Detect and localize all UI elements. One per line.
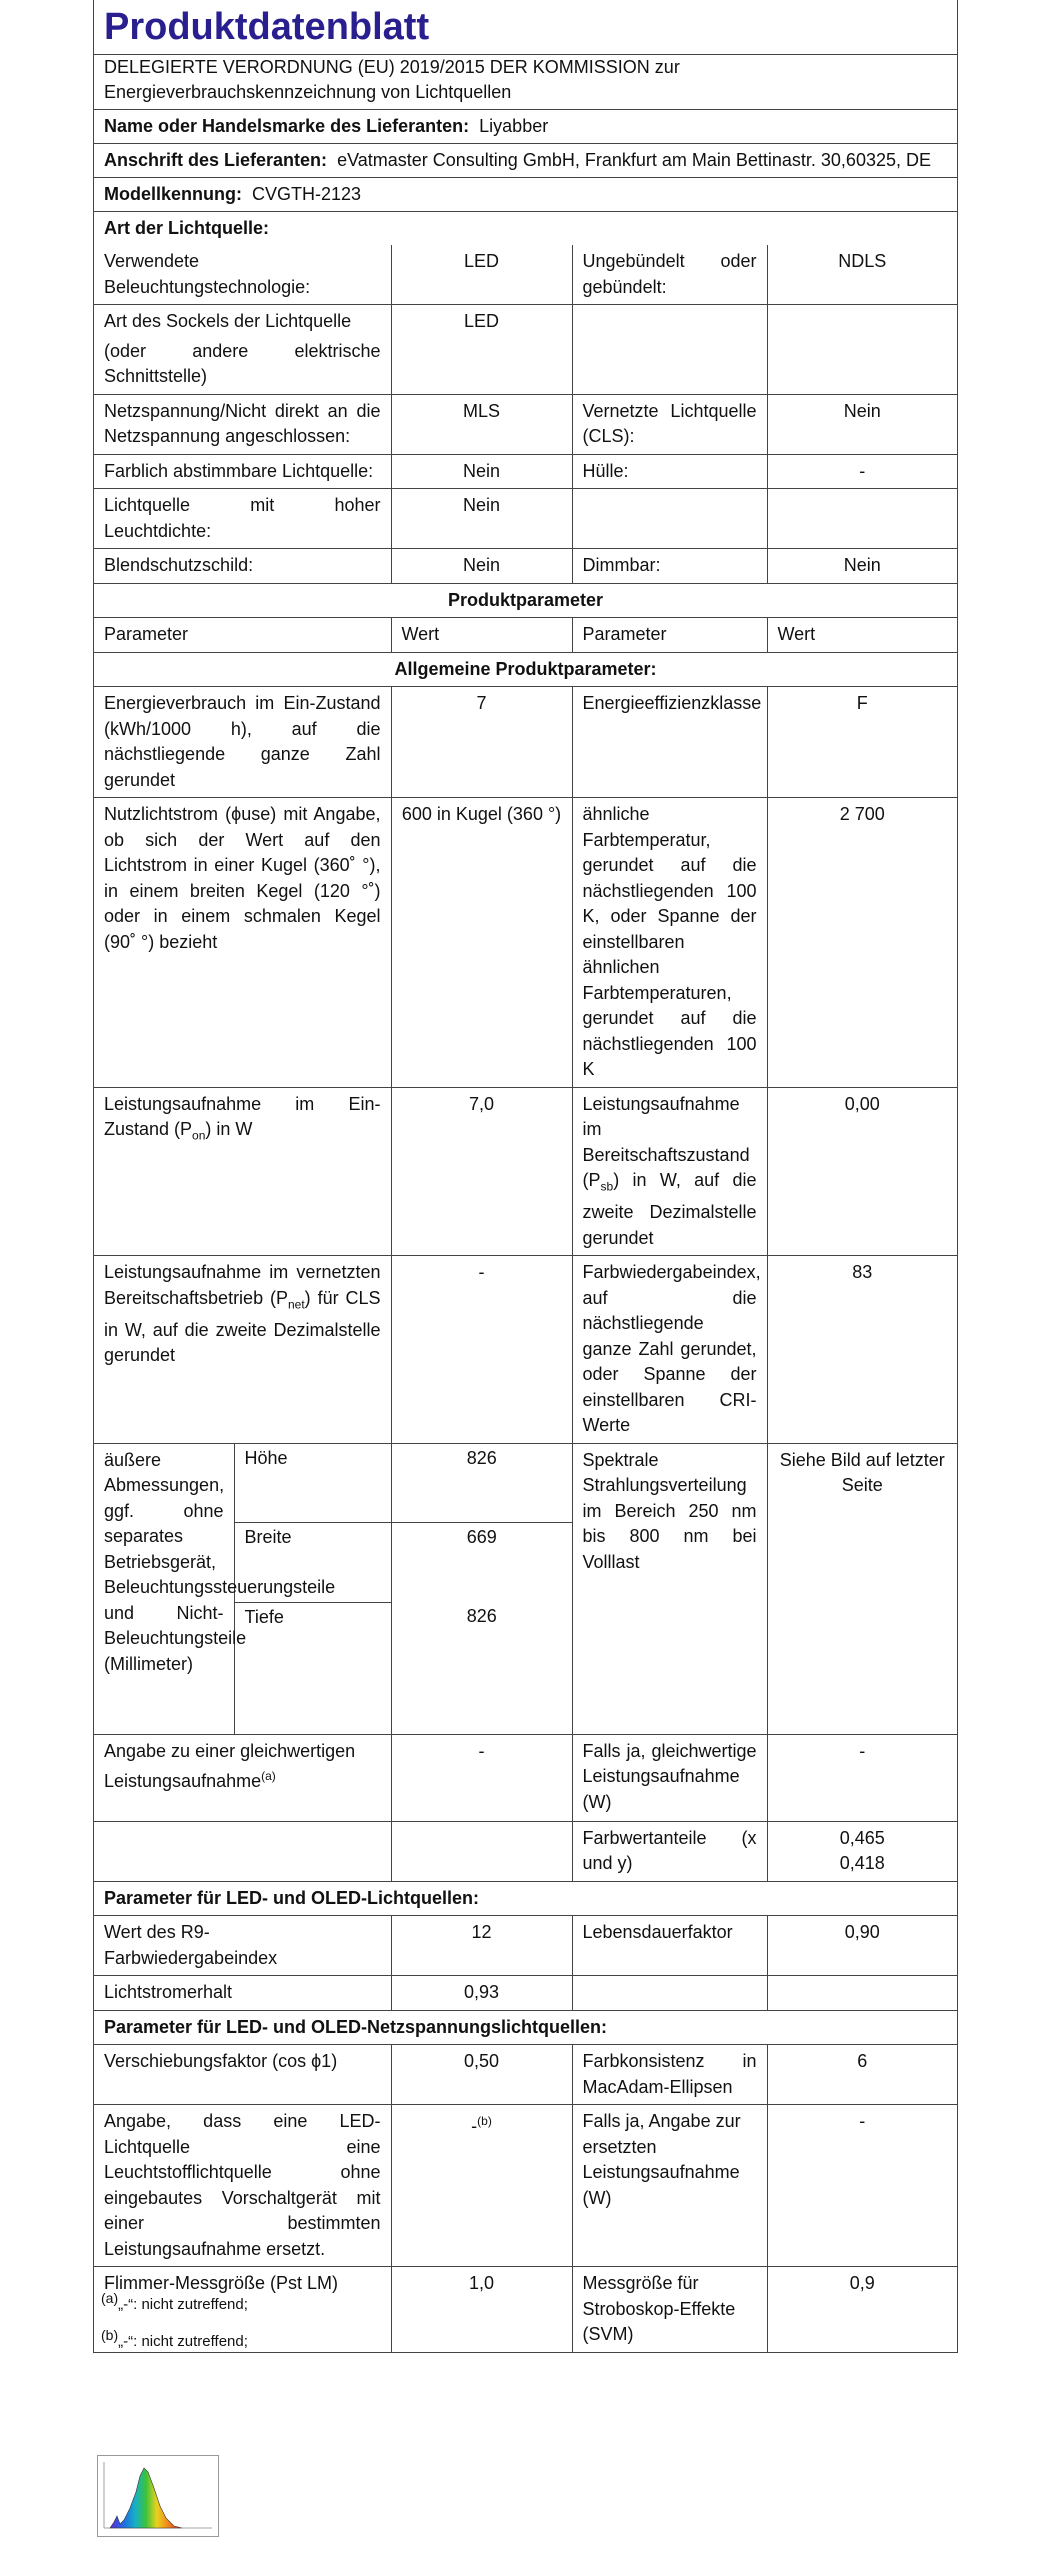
dimensions-table xyxy=(94,1444,572,1734)
value-cell: NDLS xyxy=(767,245,957,305)
dimension-name: Höhe xyxy=(234,1444,391,1523)
value-cell: Nein xyxy=(767,394,957,454)
table-row xyxy=(94,1087,957,1256)
model-label: Modellkennung: xyxy=(104,184,242,204)
label-cell xyxy=(572,1976,767,2011)
dimension-value: 826 xyxy=(391,1444,572,1523)
replacement-value: - xyxy=(471,2116,478,2137)
page-title: Produktdatenblatt xyxy=(94,0,957,55)
label-cell: Verwendete Beleuchtungstechnologie: xyxy=(94,245,391,305)
label-cell: Angabe, dass eine LED-Lichtquelle eine Leuchtstofflichtquelle ohne eingebautes Vorschaltgerät mit einer bestimmten Leistungsaufnahme ersetzt. xyxy=(94,2105,391,2267)
dimensions-label: äußere Abmessungen, ggf. ohne separates Betriebsgerät, Beleuchtungssteuerungsteile und Nicht-Beleuchtungsteile (Millimeter) xyxy=(94,1444,234,1734)
spectrum-graphic xyxy=(98,2456,218,2536)
table-row xyxy=(94,245,957,305)
label-cell: Farbwertanteile (x und y) xyxy=(572,1821,767,1881)
value-cell: 83 xyxy=(767,1256,957,1444)
label-cell xyxy=(572,1087,767,1256)
product-params-heading: Produktparameter xyxy=(94,583,957,618)
label-cell xyxy=(572,305,767,395)
led-params-heading: Parameter für LED- und OLED-Lichtquellen: xyxy=(94,1881,957,1916)
label-cell: Energieverbrauch im Ein-Zustand (kWh/1000 h), auf die nächstliegende ganze Zahl gerundet xyxy=(94,687,391,798)
table-row xyxy=(94,1256,957,1444)
label-cell: Dimmbar: xyxy=(572,549,767,584)
dimension-value: 669 xyxy=(466,1526,497,1547)
data-table xyxy=(94,245,957,2353)
supplier-address-label: Anschrift des Lieferanten: xyxy=(104,150,328,170)
equivalent-sup: (a) xyxy=(261,1769,276,1784)
value-cell: 7 xyxy=(391,687,572,798)
col-header-value: Wert xyxy=(391,618,572,653)
value-cell: Nein xyxy=(391,549,572,584)
table-row xyxy=(94,2045,957,2105)
label-cell: Lebensdauerfaktor xyxy=(572,1916,767,1976)
supplier-name-value: Liyabber xyxy=(479,116,549,136)
label-cell: Falls ja, Angabe zur ersetzten Leistungsaufnahme (W) xyxy=(572,2105,767,2267)
footnote: $^{(b)}$„-“: nicht zutreffend; xyxy=(101,2327,248,2350)
power-on-label: Leistungsaufnahme im Ein-Zustand (P xyxy=(104,1093,381,1139)
table-row xyxy=(94,2105,957,2267)
footnote: $^{(a)}$„-“: nicht zutreffend; xyxy=(101,2290,248,2313)
networked-standby-label: Leistungsaufnahme im vernetzten Bereitschaftsbetrieb (P xyxy=(104,1262,381,1308)
label-cell: Wert des R9-Farbwiedergabeindex xyxy=(94,1916,391,1976)
label-cell xyxy=(572,489,767,549)
label-cell: Hülle: xyxy=(572,454,767,489)
label-cell: Netzspannung/Nicht direkt an die Netzspannung angeschlossen: xyxy=(94,394,391,454)
value-cell: 0,9 xyxy=(767,2267,957,2353)
table-row xyxy=(94,1734,957,1821)
section-heading-row xyxy=(94,1881,957,1916)
label-cell: Falls ja, gleichwertige Leistungsaufnahme (W) xyxy=(572,1734,767,1821)
value-cell: LED xyxy=(391,245,572,305)
dimension-name: Breite xyxy=(234,1522,391,1602)
label-cell: Messgröße für Stroboskop-Effekte (SVM) xyxy=(572,2267,767,2353)
general-params-heading: Allgemeine Produktparameter: xyxy=(94,652,957,687)
label-cell: Lichtquelle mit hoher Leuchtdichte: xyxy=(94,489,391,549)
label-cell: Farbkonsistenz in MacAdam-Ellipsen xyxy=(572,2045,767,2105)
value-cell: 2 700 xyxy=(767,798,957,1088)
power-on-label-end: ) in W xyxy=(205,1119,253,1139)
networked-standby-label-end: ) für CLS in W, auf die zweite Dezimalstelle gerundet xyxy=(104,1287,381,1366)
table-row xyxy=(94,549,957,584)
value-cell: LED xyxy=(391,305,572,395)
value-cell: 600 in Kugel (360 °) xyxy=(391,798,572,1088)
value-cell: 0,90 xyxy=(767,1916,957,1976)
label-cell: Vernetzte Lichtquelle (CLS): xyxy=(572,394,767,454)
value-cell: MLS xyxy=(391,394,572,454)
value-cell: Nein xyxy=(391,454,572,489)
value-cell: 0,93 xyxy=(391,1976,572,2011)
socket-label-sub: (oder andere elektrische Schnittstelle) xyxy=(104,340,381,386)
table-row xyxy=(94,305,957,395)
dimensions-cell xyxy=(94,1443,572,1734)
label-cell: Blendschutzschild: xyxy=(94,549,391,584)
col-header-value: Wert xyxy=(767,618,957,653)
value-cell: 12 xyxy=(391,1916,572,1976)
table-row xyxy=(94,687,957,798)
column-header-row xyxy=(94,618,957,653)
label-cell: Energieeffizienzklasse xyxy=(572,687,767,798)
label-cell xyxy=(94,305,391,395)
product-data-sheet xyxy=(93,0,958,2353)
value-cell: Nein xyxy=(391,489,572,549)
model-value: CVGTH-2123 xyxy=(252,184,362,204)
label-cell: Verschiebungsfaktor (cos ϕ1) xyxy=(94,2045,391,2105)
value-cell xyxy=(767,489,957,549)
col-header-param: Parameter xyxy=(572,618,767,653)
section-heading-row xyxy=(94,652,957,687)
value-cell: - xyxy=(767,1734,957,1821)
spectral-distribution-image xyxy=(97,2455,219,2537)
value-cell: - xyxy=(391,1256,572,1444)
supplier-address-value: eVatmaster Consulting GmbH, Frankfurt am Main Bettinastr. 30,60325, DE xyxy=(337,150,931,170)
section-heading-row xyxy=(94,2010,957,2045)
replacement-sup: (b) xyxy=(477,2114,492,2129)
value-cell: 7,0 xyxy=(391,1087,572,1256)
regulation-text: DELEGIERTE VERORDNUNG (EU) 2019/2015 DER KOMMISSION zur Energieverbrauchskennzeichnung von Lichtquellen xyxy=(94,55,957,110)
label-cell: Farblich abstimmbare Lichtquelle: xyxy=(94,454,391,489)
equivalent-label: Angabe zu einer gleichwertigen Leistungsaufnahme xyxy=(104,1740,356,1792)
dimension-value: 826 xyxy=(466,1606,497,1627)
label-cell: Nutzlichtstrom (ϕuse) mit Angabe, ob sich der Wert auf den Lichtstrom in einer Kugel (360˚ °), in einem breiten Kegel (120 °˚) oder in einem schmalen Kegel (90˚ °) bezieht xyxy=(94,798,391,1088)
standby-label-end: ) in W, auf die zweite Dezimalstelle gerundet xyxy=(582,1170,757,1248)
value-cell: Siehe Bild auf letzter Seite xyxy=(767,1443,957,1734)
value-cell xyxy=(767,305,957,395)
light-source-type-heading: Art der Lichtquelle: xyxy=(104,218,270,238)
value-cell: - xyxy=(767,454,957,489)
label-cell: Spektrale Strahlungsverteilung im Bereich 250 nm bis 800 nm bei Volllast xyxy=(572,1443,767,1734)
standby-sub: sb xyxy=(600,1179,614,1194)
value-cell: 1,0 xyxy=(391,2267,572,2353)
networked-standby-sub: net xyxy=(287,1297,305,1312)
socket-label: Art des Sockels der Lichtquelle xyxy=(104,311,352,331)
label-cell: Lichtstromerhalt xyxy=(94,1976,391,2011)
label-cell xyxy=(94,1256,391,1444)
section-heading-row xyxy=(94,583,957,618)
label-cell: Ungebündelt oder gebündelt: xyxy=(572,245,767,305)
footnotes xyxy=(101,2283,248,2357)
value-cell: - xyxy=(391,1734,572,1821)
value-cell xyxy=(391,2105,572,2267)
table-row xyxy=(94,798,957,1088)
value-cell: - xyxy=(767,2105,957,2267)
chromaticity-x: 0,465 xyxy=(839,1827,885,1848)
label-cell: ähnliche Farbtemperatur, gerundet auf die nächstliegenden 100 K, oder Spanne der einstellbaren ähnlichen Farbtemperaturen, gerundet auf die nächstliegenden 100 K xyxy=(572,798,767,1088)
dimensions-row xyxy=(94,1443,957,1734)
label-cell: Flimmer-Messgröße (Pst LM) xyxy=(94,2267,391,2353)
value-cell: 0,50 xyxy=(391,2045,572,2105)
table-row xyxy=(94,489,957,549)
table-row xyxy=(94,1821,957,1881)
label-cell: Farbwiedergabeindex, auf die nächstliegende ganze Zahl gerundet, oder Spanne der einstellbaren CRI-Werte xyxy=(572,1256,767,1444)
standby-label: Leistungsaufnahme im Bereitschaftszustand (P xyxy=(582,1093,750,1190)
supplier-name-label: Name oder Handelsmarke des Lieferanten: xyxy=(104,116,470,136)
value-cell: Nein xyxy=(767,549,957,584)
table-row xyxy=(94,1916,957,1976)
label-cell xyxy=(94,1734,391,1821)
value-cell xyxy=(767,1976,957,2011)
power-on-sub: on xyxy=(192,1128,206,1143)
value-cell: F xyxy=(767,687,957,798)
value-cell xyxy=(767,1821,957,1881)
table-row xyxy=(94,1976,957,2011)
chromaticity-y: 0,418 xyxy=(839,1853,885,1874)
dimension-name: Tiefe xyxy=(234,1602,391,1681)
table-row xyxy=(94,394,957,454)
mains-params-heading: Parameter für LED- und OLED-Netzspannungslichtquellen: xyxy=(94,2010,957,2045)
supplier-address-row xyxy=(94,144,957,178)
col-header-param: Parameter xyxy=(94,618,391,653)
value-cell: 6 xyxy=(767,2045,957,2105)
model-row xyxy=(94,178,957,212)
supplier-name-row xyxy=(94,110,957,144)
value-cell: 0,00 xyxy=(767,1087,957,1256)
label-cell xyxy=(94,1087,391,1256)
table-row xyxy=(94,454,957,489)
